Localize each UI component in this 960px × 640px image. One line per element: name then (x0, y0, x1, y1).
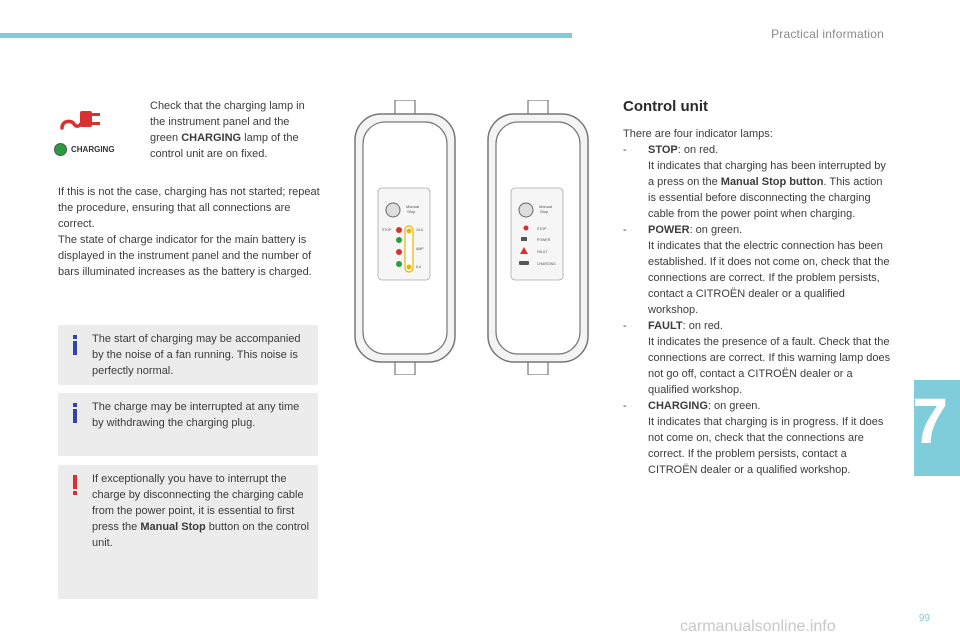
stop-label: Stop (407, 209, 416, 214)
amp-label: AMP (416, 247, 424, 251)
unit-fault-label: FAULT (537, 250, 548, 254)
section-intro: There are four indicator lamps: (623, 128, 773, 140)
warning-icon (70, 475, 80, 495)
lamp-name: STOP (648, 144, 678, 156)
green-lamp-icon (54, 143, 67, 156)
page-number: 99 (918, 613, 930, 624)
lamp-desc: It indicates that charging is in progress. If it does not come on, check that the connections are correct. If the problem persists, contact a CITROËN dealer or a qualified workshop. (648, 416, 884, 476)
list-item (623, 318, 893, 398)
lamp-status: : on red. (677, 144, 719, 156)
charging-lamp-badge (54, 141, 115, 157)
list-dash: - (623, 144, 627, 156)
unit-charging-label: CHARGING (537, 262, 556, 266)
amp16-label: 16 A (416, 228, 424, 232)
header-accent-bar (0, 33, 572, 38)
note-manual-stop-text (92, 471, 312, 551)
section-title: Control unit (623, 98, 708, 115)
stop-lamp (524, 226, 529, 231)
lamp-desc: It indicates that the electric connection has been established. If it does not come on, check that the connections are correct. If the problem persists, contact a CITROËN dealer or a qualified workshop. (648, 240, 890, 316)
lamp-name: CHARGING (648, 400, 708, 412)
charge-status-paragraph (58, 184, 320, 280)
list-item (623, 222, 893, 318)
chapter-number: 7 (912, 385, 948, 457)
list-dash: - (623, 320, 627, 332)
indicator-lamp-list (623, 142, 893, 478)
stop-label: Stop (540, 209, 549, 214)
check-instruction (130, 98, 320, 162)
car-charging-icon (519, 261, 529, 265)
unit-power-label: POWER (537, 238, 551, 242)
note-manual-stop-text-1: If exceptionally you have to interrupt the charge by disconnecting the charging cable from the power point, it is essential to first press the (92, 473, 304, 533)
power-icon (521, 237, 527, 241)
list-dash: - (623, 400, 627, 412)
info-note-fan (58, 325, 318, 385)
note-fan-text: The start of charging may be accompanied by the noise of a fan running. This noise is perfectly normal. (92, 333, 301, 377)
paragraph-2: The state of charge indicator for the main battery is displayed in the instrument panel and the number of bars illuminated increases as the battery is charged. (58, 234, 312, 278)
amp8-label: 8 A (416, 265, 422, 269)
lamp-desc: It indicates the presence of a fault. Check that the connections are correct. If this warning lamp does not go off, contact a CITROËN dealer or a qualified workshop. (648, 336, 891, 396)
check-text-1: Check that the charging lamp in the instrument panel and the green (150, 100, 305, 144)
list-dash: - (623, 224, 627, 236)
lamp-desc-bold: Manual Stop button (720, 176, 824, 188)
control-unit-diagram (487, 100, 589, 375)
list-item (623, 398, 893, 478)
note-manual-stop-text-2: button on the control unit. (92, 521, 310, 549)
lamp-name: POWER (648, 224, 690, 236)
check-text-2: lamp of the control unit are on fixed. (150, 132, 299, 160)
note-interrupt-text: The charge may be interrupted at any time by withdrawing the charging plug. (92, 401, 300, 429)
control-unit-diagram-amp (354, 100, 456, 375)
list-item (623, 142, 893, 222)
unit-stop-label: STOP (537, 227, 547, 231)
lamp-desc: It indicates that charging has been interrupted by a press on the (648, 160, 886, 188)
lamp-status: : on green. (707, 400, 761, 412)
paragraph-1: If this is not the case, charging has not started; repeat the procedure, ensuring that all connections are correct. (58, 186, 320, 230)
fault-lamp (396, 249, 402, 255)
power-lamp (396, 237, 402, 243)
info-icon (70, 403, 80, 423)
lamp-status: : on red. (682, 320, 723, 332)
watermark: carmanualsonline.info (680, 618, 836, 635)
manual-label: Manual (539, 204, 553, 209)
stop-lamp (396, 227, 402, 233)
charging-badge-label: CHARGING (71, 144, 115, 154)
charging-lamp (396, 261, 402, 267)
note-manual-stop-bold: Manual Stop (140, 521, 206, 533)
info-icon (70, 335, 80, 355)
page-header-title: Practical information (771, 27, 884, 41)
warning-note-manual-stop (58, 465, 318, 599)
charging-plug-icon (58, 102, 106, 134)
lamp-name: FAULT (648, 320, 683, 332)
check-text-bold: CHARGING (181, 132, 242, 144)
lamp-desc-end: . This action is essential before disconnecting the charging cable from the power point when charging. (648, 176, 883, 220)
lamp-status: : on green. (689, 224, 743, 236)
info-note-interrupt (58, 393, 318, 456)
manual-label: Manual (406, 204, 420, 209)
unit-stop-label: STOP (382, 228, 392, 232)
